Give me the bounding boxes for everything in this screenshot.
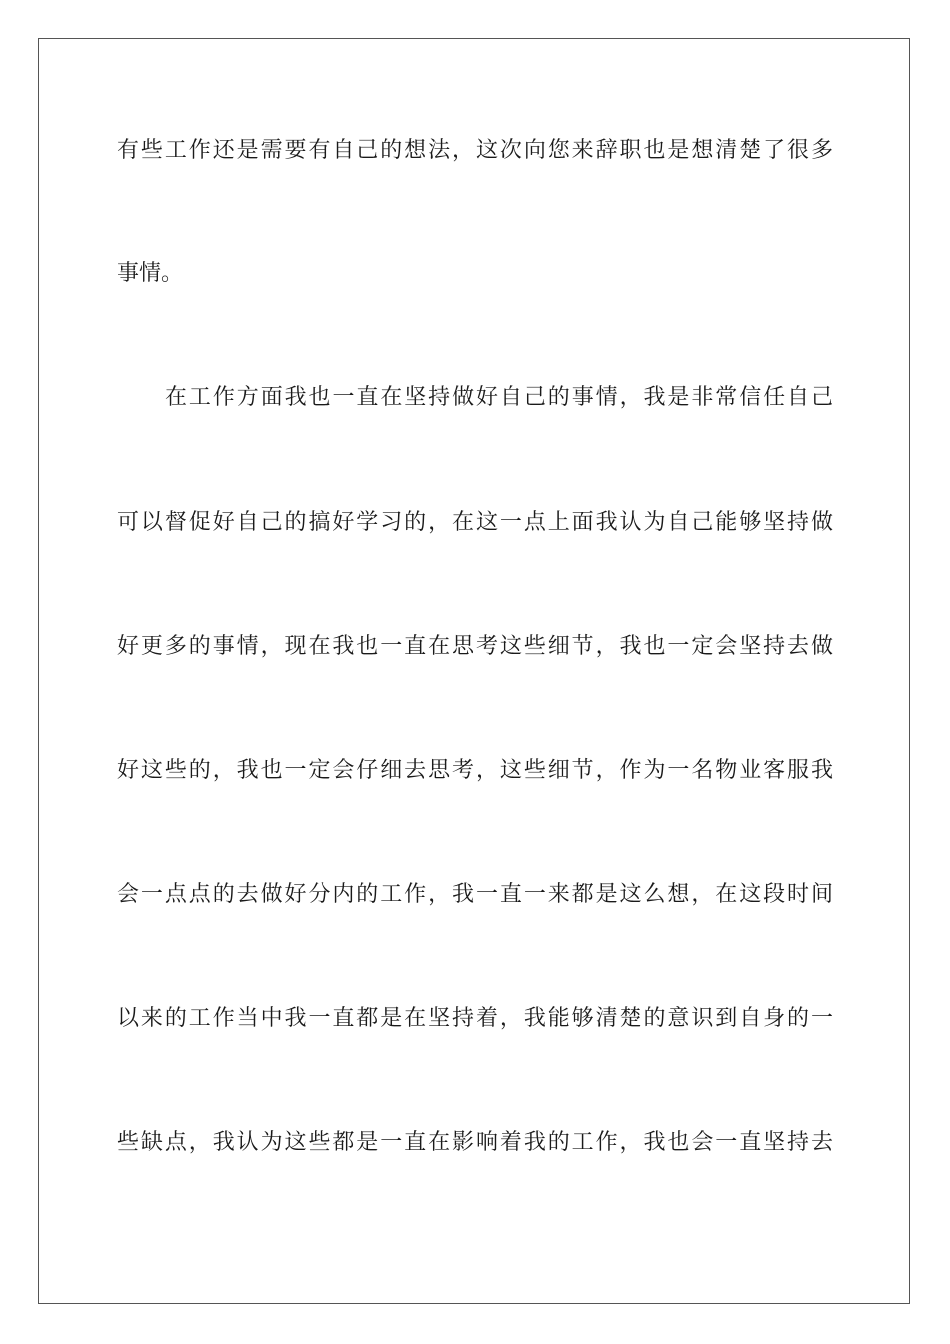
body-text-line: 以来的工作当中我一直都是在坚持着，我能够清楚的意识到自身的一	[117, 1006, 833, 1031]
body-text-line: 好更多的事情，现在我也一直在思考这些细节，我也一定会坚持去做	[117, 634, 833, 659]
body-text-line: 有些工作还是需要有自己的想法，这次向您来辞职也是想清楚了很多	[117, 138, 833, 163]
body-text-line: 些缺点，我认为这些都是一直在影响着我的工作，我也会一直坚持去	[117, 1130, 833, 1155]
page-border	[38, 38, 910, 1304]
body-text-line: 在工作方面我也一直在坚持做好自己的事情，我是非常信任自己	[165, 385, 833, 410]
body-text-line: 可以督促好自己的搞好学习的，在这一点上面我认为自己能够坚持做	[117, 510, 833, 535]
body-text-line: 事情。	[117, 261, 184, 286]
body-text-line: 会一点点的去做好分内的工作，我一直一来都是这么想，在这段时间	[117, 882, 833, 907]
body-text-line: 好这些的，我也一定会仔细去思考，这些细节，作为一名物业客服我	[117, 758, 833, 783]
